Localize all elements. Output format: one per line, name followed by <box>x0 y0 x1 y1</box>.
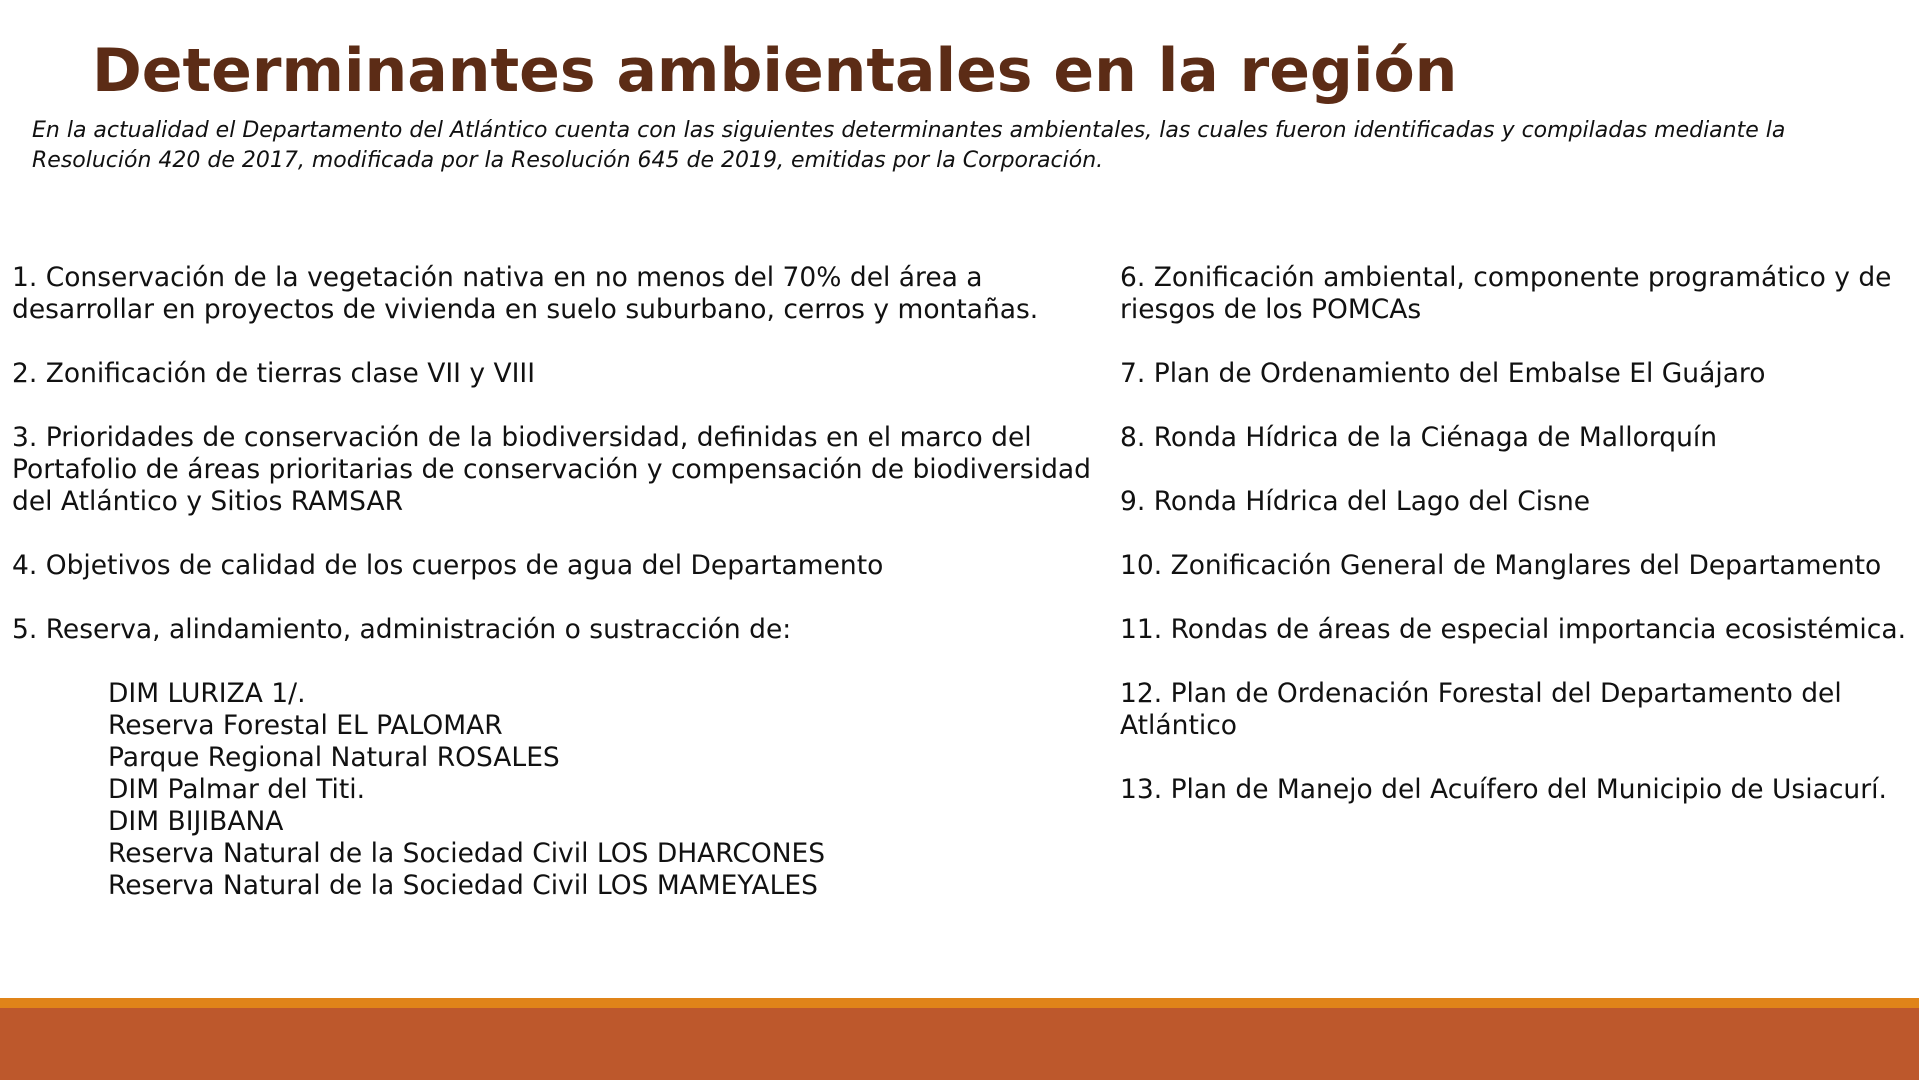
determinant-text: 5. Reserva, alindamiento, administración o sustracción de: <box>12 614 792 645</box>
determinant-text: 9. Ronda Hídrica del Lago del Cisne <box>1120 486 1591 517</box>
reserve-item: DIM Palmar del Titi. <box>108 774 366 805</box>
list-item <box>12 614 1092 902</box>
list-item <box>1120 422 1910 454</box>
list-item <box>1120 774 1910 806</box>
determinant-text: 13. Plan de Manejo del Acuífero del Municipio de Usiacurí. <box>1120 774 1887 805</box>
list-item <box>12 422 1092 518</box>
determinant-text: 6. Zonificación ambiental, componente programático y de riesgos de los POMCAs <box>1120 262 1892 325</box>
footer-accent-stripe <box>0 998 1919 1008</box>
list-item <box>1120 486 1910 518</box>
determinant-text: 3. Prioridades de conservación de la biodiversidad, definidas en el marco del Portafolio de áreas prioritarias de conservación y compensación de biodiversidad del Atlántico y Sitios RAMSAR <box>12 422 1091 517</box>
determinant-text: 2. Zonificación de tierras clase VII y VIII <box>12 358 536 389</box>
footer-band <box>0 1008 1919 1080</box>
determinant-text: 11. Rondas de áreas de especial importancia ecosistémica. <box>1120 614 1906 645</box>
reserve-item: DIM LURIZA 1/. <box>108 678 306 709</box>
determinants-list-left <box>12 262 1092 934</box>
list-item <box>1120 550 1910 582</box>
reserves-sublist <box>108 678 1092 902</box>
reserve-item: Parque Regional Natural ROSALES <box>108 742 560 773</box>
list-item <box>12 262 1092 326</box>
determinant-text: 8. Ronda Hídrica de la Ciénaga de Mallorquín <box>1120 422 1718 453</box>
list-item <box>12 550 1092 582</box>
determinant-text: 4. Objetivos de calidad de los cuerpos de agua del Departamento <box>12 550 884 581</box>
intro-paragraph: En la actualidad el Departamento del Atlántico cuenta con las siguientes determinantes ambientales, las cuales fueron identificadas y compiladas mediante la Resolución 420 de 2017, modificada por la Resolución 645 de 2019, emitidas por la Corporación. <box>32 118 1786 173</box>
list-item <box>12 358 1092 390</box>
list-item <box>1120 678 1910 742</box>
list-item <box>1120 614 1910 646</box>
slide-title: Determinantes ambientales en la región <box>92 36 1458 106</box>
determinants-list-right <box>1120 262 1910 838</box>
reserve-item: Reserva Forestal EL PALOMAR <box>108 710 503 741</box>
determinant-text: 7. Plan de Ordenamiento del Embalse El Guájaro <box>1120 358 1766 389</box>
determinant-text: 10. Zonificación General de Manglares del Departamento <box>1120 550 1882 581</box>
reserve-item: Reserva Natural de la Sociedad Civil LOS MAMEYALES <box>108 870 819 901</box>
determinant-text: 1. Conservación de la vegetación nativa en no menos del 70% del área a desarrollar en proyectos de vivienda en suelo suburbano, cerros y montañas. <box>12 262 1039 325</box>
determinant-text: 12. Plan de Ordenación Forestal del Departamento del Atlántico <box>1120 678 1842 741</box>
reserve-item: Reserva Natural de la Sociedad Civil LOS DHARCONES <box>108 838 826 869</box>
list-item <box>1120 358 1910 390</box>
list-item <box>1120 262 1910 326</box>
reserve-item: DIM BIJIBANA <box>108 806 284 837</box>
